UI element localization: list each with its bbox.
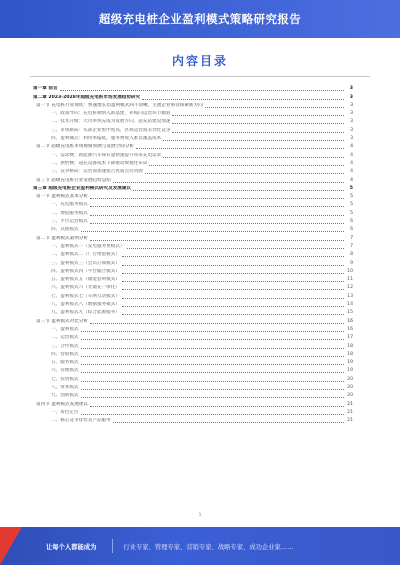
toc-leader-dots bbox=[90, 222, 344, 224]
toc-leader-dots bbox=[122, 255, 344, 257]
toc-leader-dots bbox=[90, 197, 344, 199]
toc-leader-dots bbox=[122, 280, 344, 282]
report-header-banner bbox=[0, 0, 400, 38]
toc-entry-title: 五、盈利模式五（储能套利模式） bbox=[51, 277, 120, 283]
toc-entry[interactable] bbox=[33, 374, 353, 382]
toc-entry-title: 二、技术升级：大功率快充成为发展方向，超充站建设加速 bbox=[51, 119, 171, 125]
toc-entry-page: 16 bbox=[347, 326, 353, 332]
toc-entry-title: 一、角色定位 bbox=[51, 409, 79, 415]
toc-leader-dots bbox=[136, 147, 344, 149]
toc-leader-dots bbox=[81, 330, 344, 332]
toc-entry[interactable] bbox=[33, 391, 353, 399]
toc-leader-dots bbox=[142, 98, 344, 100]
toc-leader-dots bbox=[122, 305, 344, 307]
toc-entry-title: 第一节 盈利模式基本分析 bbox=[36, 194, 88, 200]
toc-leader-dots bbox=[122, 313, 344, 315]
toc-entry[interactable] bbox=[33, 233, 353, 241]
toc-entry-title: 第一章 前言 bbox=[33, 86, 58, 92]
toc-entry-page: 5 bbox=[349, 185, 353, 191]
toc-entry[interactable] bbox=[33, 184, 353, 192]
toc-entry-page: 18 bbox=[347, 351, 353, 357]
toc-entry[interactable] bbox=[33, 84, 353, 92]
footer-slogan: 让每个人都能成为 bbox=[46, 543, 97, 551]
toc-entry[interactable] bbox=[33, 275, 353, 283]
toc-entry-title: 三、合作模式 bbox=[51, 343, 79, 349]
toc-leader-dots bbox=[90, 214, 344, 216]
toc-entry-page: 19 bbox=[347, 360, 353, 366]
toc-entry-page: 3 bbox=[350, 102, 353, 108]
toc-entry-title: 第二节 盈利模式案例分析 bbox=[36, 235, 88, 241]
toc-leader-dots bbox=[133, 189, 344, 191]
toc-entry-page: 8 bbox=[350, 252, 353, 258]
toc-entry-page: 7 bbox=[350, 243, 353, 249]
toc-entry-title: 六、管理模式 bbox=[51, 368, 79, 374]
toc-entry-page: 20 bbox=[347, 376, 353, 382]
toc-entry[interactable] bbox=[33, 350, 353, 358]
toc-entry[interactable] bbox=[33, 192, 353, 200]
toc-entry-title: 第三节 盈利模式对比分析 bbox=[36, 318, 88, 324]
toc-entry-page: 4 bbox=[350, 152, 353, 158]
toc-entry-title: 三、盈利模式三（会员订阅模式） bbox=[51, 260, 120, 266]
toc-entry-title: 三、市场格局：头部企业集中度高，区域运营商差异化竞争 bbox=[51, 127, 171, 133]
toc-entry[interactable] bbox=[33, 208, 353, 216]
toc-entry-page: 9 bbox=[350, 260, 353, 266]
toc-entry-title: 八、盈利模式八（数据服务模式） bbox=[51, 302, 120, 308]
toc-entry-title: 一、政策导向：充电桩被纳入新基建，补贴向运营环节倾斜 bbox=[51, 111, 171, 117]
toc-entry[interactable] bbox=[33, 109, 353, 117]
toc-entry[interactable] bbox=[33, 300, 353, 308]
footer-corner-accent bbox=[0, 527, 22, 565]
toc-leader-dots bbox=[60, 89, 344, 91]
toc-leader-dots bbox=[81, 230, 344, 232]
toc-leader-dots bbox=[122, 272, 344, 274]
toc-entry-page: 13 bbox=[347, 293, 353, 299]
toc-entry[interactable] bbox=[33, 383, 353, 391]
toc-entry[interactable] bbox=[33, 408, 353, 416]
toc-entry-page: 10 bbox=[347, 268, 353, 274]
toc-entry[interactable] bbox=[33, 316, 353, 324]
toc-entry[interactable] bbox=[33, 175, 353, 183]
toc-entry-title: 二、增值服务模式 bbox=[51, 210, 88, 216]
toc-entry-page: 20 bbox=[347, 393, 353, 399]
toc-entry-page: 3 bbox=[350, 136, 353, 142]
toc-entry-title: 四、盈利模式四（平台撮合模式） bbox=[51, 268, 120, 274]
toc-entry-title: 六、盈利模式六（光储充一体化） bbox=[51, 285, 120, 291]
toc-entry[interactable] bbox=[33, 150, 353, 158]
toc-leader-dots bbox=[90, 239, 344, 241]
toc-entry-page: 17 bbox=[347, 335, 353, 341]
toc-entry-title: 第一节 充电桩行业现状：快速增长但盈利模式尚不清晰，主流企业亟待探索新方向 bbox=[36, 102, 203, 108]
toc-entry-title: 九、创新模式 bbox=[51, 393, 79, 399]
toc-entry[interactable] bbox=[33, 92, 353, 100]
toc-entry-title: 一、盈利模式一（充电服务费模式） bbox=[51, 243, 125, 249]
toc-entry[interactable] bbox=[33, 283, 353, 291]
toc-leader-dots bbox=[90, 405, 344, 407]
toc-entry-page: 6 bbox=[350, 227, 353, 233]
toc-entry-page: 20 bbox=[347, 384, 353, 390]
toc-entry-title: 第四节 盈利模式发展建议 bbox=[36, 401, 88, 407]
toc-leader-dots bbox=[172, 131, 344, 133]
toc-entry[interactable] bbox=[33, 267, 353, 275]
toc-entry-page: 3 bbox=[350, 119, 353, 125]
toc-entry[interactable] bbox=[33, 167, 353, 175]
toc-leader-dots bbox=[122, 264, 344, 266]
toc-entry-page: 4 bbox=[350, 144, 353, 150]
toc-entry-title: 二、盈利模式二（广告增值模式） bbox=[51, 252, 120, 258]
toc-entry-title: 五、服务模式 bbox=[51, 360, 79, 366]
toc-entry[interactable] bbox=[33, 291, 353, 299]
toc-entry-title: 四、其他模式 bbox=[51, 227, 79, 233]
toc-entry-title: 二、运营模式 bbox=[51, 335, 79, 341]
toc-entry-title: 一、盈利模式 bbox=[51, 326, 79, 332]
toc-leader-dots bbox=[122, 288, 344, 290]
toc-entry[interactable] bbox=[33, 125, 353, 133]
toc-entry-title: 一、充电服务模式 bbox=[51, 202, 88, 208]
toc-entry-page: 3 bbox=[349, 94, 353, 100]
toc-leader-dots bbox=[81, 396, 344, 398]
footer-divider bbox=[112, 539, 113, 553]
toc-entry-title: 二、核心竞争优势及产品服务 bbox=[51, 418, 111, 424]
toc-heading: 内容目录 bbox=[171, 54, 228, 68]
toc-entry[interactable] bbox=[33, 217, 353, 225]
toc-leader-dots bbox=[145, 172, 344, 174]
toc-leader-dots bbox=[81, 371, 344, 373]
toc-entry-page: 4 bbox=[350, 160, 353, 166]
toc-entry[interactable] bbox=[33, 117, 353, 125]
toc-entry-title: 四、盈利痛点：利用率偏低，服务费收入难以覆盖成本 bbox=[51, 136, 162, 142]
toc-entry-title: 一、需求侧：新能源汽车保有量快速提升带来充电需求 bbox=[51, 152, 162, 158]
toc-entry-title: 第三章 超级充电桩企业盈利模式研究及发展建议 bbox=[33, 185, 132, 191]
toc-entry[interactable] bbox=[33, 333, 353, 341]
toc-entry[interactable] bbox=[33, 341, 353, 349]
toc-leader-dots bbox=[90, 205, 344, 207]
toc-entry-page: 3 bbox=[349, 86, 353, 92]
toc-entry-page: 5 bbox=[350, 194, 353, 200]
footer-tagline: 行业专家、管理专家、营销专家、战略专家、成功企业家…… bbox=[123, 543, 294, 551]
toc-leader-dots bbox=[81, 363, 344, 365]
report-title: 超级充电桩企业盈利模式策略研究报告 bbox=[98, 12, 302, 26]
toc-entry[interactable] bbox=[33, 416, 353, 424]
toc-entry[interactable] bbox=[33, 142, 353, 150]
toc-entry-title: 九、盈利模式九（综合能源服务） bbox=[51, 310, 120, 316]
toc-entry-title: 二、供给侧：超充设备成本下降推动规模化布局 bbox=[51, 160, 148, 166]
toc-leader-dots bbox=[172, 122, 344, 124]
toc-entry-title: 三、平台运营模式 bbox=[51, 219, 88, 225]
toc-entry-page: 7 bbox=[350, 235, 353, 241]
toc-entry[interactable] bbox=[33, 399, 353, 407]
toc-leader-dots bbox=[127, 247, 344, 249]
toc-entry-page: 14 bbox=[347, 302, 353, 308]
toc-entry[interactable] bbox=[33, 242, 353, 250]
toc-entry-title: 八、资本模式 bbox=[51, 384, 79, 390]
toc-entry[interactable] bbox=[33, 225, 353, 233]
toc-entry-title: 第二节 超级充电桩市场规模预测与发展空间分析 bbox=[36, 144, 134, 150]
toc-entry-page: 15 bbox=[347, 310, 353, 316]
toc-leader-dots bbox=[122, 297, 344, 299]
toc-entry[interactable] bbox=[33, 325, 353, 333]
toc-entry-title: 第三节 超级充电桩行业发展趋势总结 bbox=[36, 177, 111, 183]
toc-leader-dots bbox=[163, 139, 344, 141]
toc-entry-title: 七、投资模式 bbox=[51, 376, 79, 382]
toc-leader-dots bbox=[81, 380, 344, 382]
toc-leader-dots bbox=[81, 355, 344, 357]
toc-entry[interactable] bbox=[33, 250, 353, 258]
toc-entry-page: 3 bbox=[350, 127, 353, 133]
toc-entry-page: 18 bbox=[347, 343, 353, 349]
toc-leader-dots bbox=[113, 181, 344, 183]
toc-entry-page: 4 bbox=[350, 177, 353, 183]
toc-leader-dots bbox=[90, 322, 344, 324]
toc-leader-dots bbox=[113, 421, 344, 423]
toc-entry[interactable] bbox=[33, 358, 353, 366]
table-of-contents bbox=[33, 84, 353, 424]
toc-entry[interactable] bbox=[33, 159, 353, 167]
toc-leader-dots bbox=[149, 164, 344, 166]
toc-entry[interactable] bbox=[33, 308, 353, 316]
footer-banner bbox=[0, 527, 400, 565]
toc-leader-dots bbox=[81, 347, 344, 349]
toc-entry[interactable] bbox=[33, 258, 353, 266]
toc-entry-title: 四、营销模式 bbox=[51, 351, 79, 357]
page-number: 1 bbox=[198, 512, 202, 517]
toc-entry[interactable] bbox=[33, 134, 353, 142]
toc-entry-page: 16 bbox=[347, 318, 353, 324]
toc-entry-page: 4 bbox=[350, 169, 353, 175]
toc-entry[interactable] bbox=[33, 101, 353, 109]
toc-entry-title: 三、竞争格局：运营商加速抢占优质点位资源 bbox=[51, 169, 143, 175]
divider bbox=[30, 76, 370, 77]
toc-entry-page: 19 bbox=[347, 368, 353, 374]
toc-entry-page: 12 bbox=[347, 285, 353, 291]
toc-entry-page: 21 bbox=[347, 401, 353, 407]
toc-leader-dots bbox=[205, 106, 344, 108]
toc-leader-dots bbox=[81, 413, 344, 415]
toc-entry-page: 6 bbox=[350, 219, 353, 225]
toc-entry-title: 第二章 2023-2028年超级充电桩市场发展趋势研究 bbox=[33, 94, 141, 100]
toc-leader-dots bbox=[81, 388, 344, 390]
toc-entry[interactable] bbox=[33, 200, 353, 208]
toc-entry-title: 七、盈利模式七（车网互动模式） bbox=[51, 293, 120, 299]
toc-entry-page: 5 bbox=[350, 210, 353, 216]
toc-leader-dots bbox=[163, 156, 344, 158]
toc-entry-page: 21 bbox=[347, 409, 353, 415]
toc-leader-dots bbox=[172, 114, 344, 116]
toc-entry-page: 3 bbox=[350, 111, 353, 117]
toc-entry-page: 5 bbox=[350, 202, 353, 208]
toc-leader-dots bbox=[81, 338, 344, 340]
toc-entry[interactable] bbox=[33, 366, 353, 374]
toc-entry-page: 11 bbox=[347, 277, 353, 283]
toc-entry-page: 21 bbox=[347, 418, 353, 424]
